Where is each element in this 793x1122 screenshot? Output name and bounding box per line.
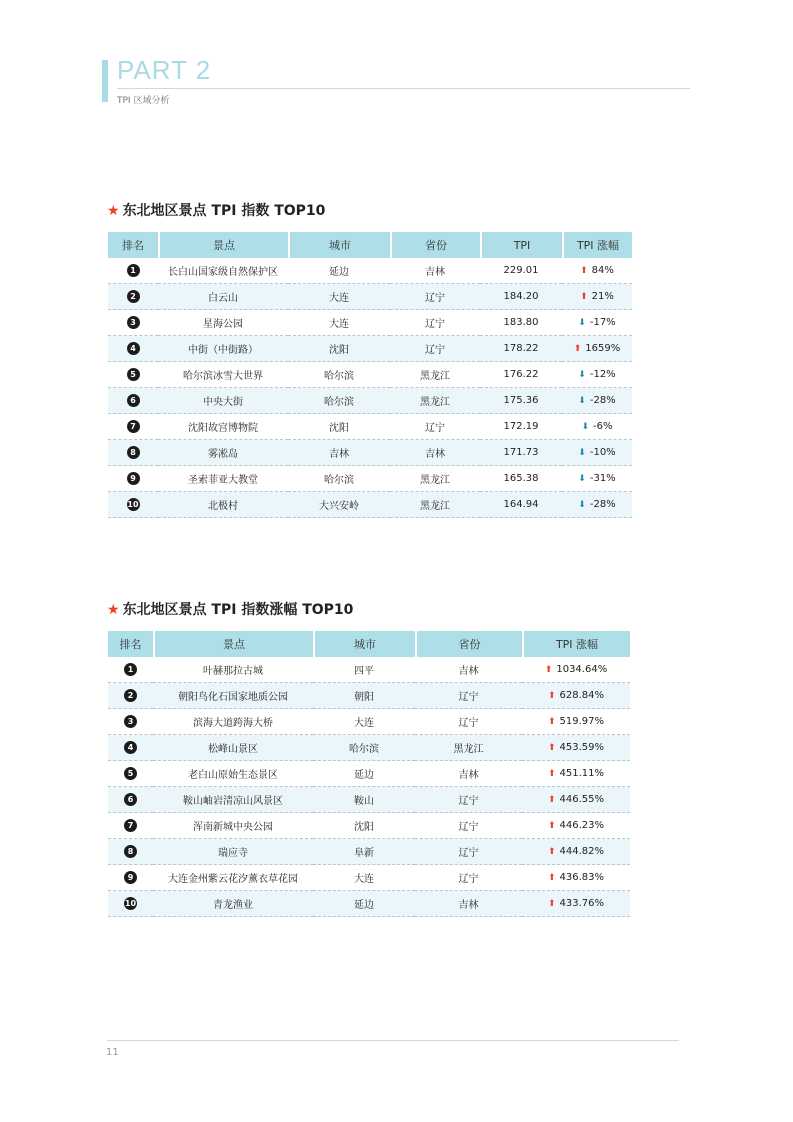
cell-city: 大连 <box>288 284 390 310</box>
arrow-down-icon: ⬇ <box>578 318 586 328</box>
cell-spot: 浑南新城中央公园 <box>153 813 313 839</box>
change-text: 21% <box>591 291 614 302</box>
change-value <box>548 716 604 727</box>
cell-province: 辽宁 <box>390 336 480 362</box>
cell-city: 延边 <box>313 891 415 917</box>
header-accent-bar <box>102 60 108 102</box>
cell-change <box>562 362 632 388</box>
arrow-up-icon: ⬆ <box>547 795 556 805</box>
change-text: 453.59% <box>559 742 605 753</box>
part-title: PART 2 <box>117 55 212 85</box>
arrow-up-icon: ⬆ <box>580 266 588 276</box>
table1-title-text: 东北地区景点 TPI 指数 TOP10 <box>122 203 326 219</box>
table-row <box>108 683 630 709</box>
arrow-up-icon: ⬆ <box>547 743 556 753</box>
cell-tpi: 229.01 <box>480 258 562 284</box>
arrow-down-icon: ⬇ <box>581 422 590 432</box>
cell-tpi: 175.36 <box>480 388 562 414</box>
cell-province: 辽宁 <box>390 310 480 336</box>
change-text: 628.84% <box>559 690 605 701</box>
cell-city: 哈尔滨 <box>288 466 390 492</box>
rank-badge: 2 <box>124 689 137 702</box>
arrow-down-icon: ⬇ <box>578 448 586 458</box>
table-row <box>108 440 632 466</box>
cell-city: 沈阳 <box>288 414 390 440</box>
arrow-up-icon: ⬆ <box>547 769 556 779</box>
cell-change <box>562 284 632 310</box>
cell-change <box>522 709 630 735</box>
rank-badge: 9 <box>127 472 140 485</box>
rank-badge: 4 <box>124 741 137 754</box>
cell-change <box>562 466 632 492</box>
cell-city: 四平 <box>313 657 415 683</box>
change-value <box>548 768 604 779</box>
cell-rank <box>108 336 158 362</box>
cell-rank <box>108 865 153 891</box>
cell-spot: 雾凇岛 <box>158 440 288 466</box>
table-row <box>108 336 632 362</box>
cell-rank <box>108 414 158 440</box>
arrow-up-icon: ⬆ <box>547 873 556 883</box>
cell-rank <box>108 787 153 813</box>
arrow-up-icon: ⬆ <box>547 847 556 857</box>
cell-spot: 老白山原始生态景区 <box>153 761 313 787</box>
tpi-change-top10-table <box>108 631 630 917</box>
table1-title <box>107 200 325 220</box>
table-row <box>108 310 632 336</box>
cell-province: 辽宁 <box>415 709 522 735</box>
arrow-down-icon: ⬇ <box>578 370 586 380</box>
cell-province: 黑龙江 <box>390 388 480 414</box>
change-text: 433.76% <box>559 898 605 909</box>
table-row <box>108 839 630 865</box>
cell-city: 延边 <box>313 761 415 787</box>
cell-province: 黑龙江 <box>415 735 522 761</box>
rank-badge: 5 <box>124 767 137 780</box>
cell-tpi: 184.20 <box>480 284 562 310</box>
change-text: -17% <box>589 317 616 328</box>
arrow-up-icon: ⬆ <box>580 292 588 302</box>
change-text: 1659% <box>585 343 621 354</box>
cell-city: 朝阳 <box>313 683 415 709</box>
col-header-tpi: TPI <box>480 232 562 258</box>
arrow-down-icon: ⬇ <box>578 474 586 484</box>
rank-badge: 2 <box>127 290 140 303</box>
cell-city: 鞍山 <box>313 787 415 813</box>
cell-rank <box>108 891 153 917</box>
col-header-city: 城市 <box>313 631 415 657</box>
cell-province: 吉林 <box>415 761 522 787</box>
table-row <box>108 761 630 787</box>
cell-tpi: 176.22 <box>480 362 562 388</box>
change-text: -6% <box>593 421 613 432</box>
cell-change <box>522 683 630 709</box>
cell-rank <box>108 258 158 284</box>
cell-rank <box>108 709 153 735</box>
change-text: 444.82% <box>559 846 605 857</box>
rank-badge: 10 <box>124 899 137 908</box>
table-row <box>108 414 632 440</box>
cell-spot: 青龙渔业 <box>153 891 313 917</box>
cell-spot: 滨海大道跨海大桥 <box>153 709 313 735</box>
cell-spot: 瑞应寺 <box>153 839 313 865</box>
col-header-spot: 景点 <box>158 232 288 258</box>
col-header-spot: 景点 <box>153 631 313 657</box>
rank-badge: 3 <box>127 316 140 329</box>
cell-change <box>562 388 632 414</box>
cell-city: 大连 <box>313 865 415 891</box>
cell-spot: 长白山国家级自然保护区 <box>158 258 288 284</box>
rank-badge: 8 <box>124 845 137 858</box>
cell-city: 哈尔滨 <box>313 735 415 761</box>
col-header-province: 省份 <box>415 631 522 657</box>
cell-spot: 北极村 <box>158 492 288 518</box>
cell-province: 吉林 <box>390 440 480 466</box>
table-row <box>108 284 632 310</box>
change-text: 446.55% <box>559 794 605 805</box>
rank-badge: 8 <box>127 446 140 459</box>
star-icon: ★ <box>107 203 120 219</box>
cell-spot: 沈阳故宫博物院 <box>158 414 288 440</box>
cell-tpi: 183.80 <box>480 310 562 336</box>
change-value <box>548 872 604 883</box>
cell-rank <box>108 310 158 336</box>
arrow-down-icon: ⬇ <box>578 396 586 406</box>
change-text: -28% <box>589 499 616 510</box>
col-header-tpi-change: TPI 涨幅 <box>562 232 632 258</box>
table-row <box>108 735 630 761</box>
table-row <box>108 362 632 388</box>
col-header-rank: 排名 <box>108 631 153 657</box>
cell-province: 吉林 <box>415 891 522 917</box>
change-text: 451.11% <box>559 768 605 779</box>
table-header-row <box>108 232 632 258</box>
cell-change <box>562 440 632 466</box>
rank-badge: 7 <box>124 819 137 832</box>
cell-province: 辽宁 <box>415 683 522 709</box>
cell-spot: 松峰山景区 <box>153 735 313 761</box>
star-icon: ★ <box>107 602 120 618</box>
cell-rank <box>108 735 153 761</box>
table-row <box>108 709 630 735</box>
cell-rank <box>108 440 158 466</box>
cell-spot: 朝阳鸟化石国家地质公园 <box>153 683 313 709</box>
cell-tpi: 171.73 <box>480 440 562 466</box>
cell-spot: 中街（中街路） <box>158 336 288 362</box>
col-header-rank: 排名 <box>108 232 158 258</box>
cell-change <box>522 839 630 865</box>
change-text: -10% <box>589 447 616 458</box>
cell-rank <box>108 466 158 492</box>
cell-city: 大兴安岭 <box>288 492 390 518</box>
change-value <box>545 664 607 675</box>
cell-spot: 叶赫那拉古城 <box>153 657 313 683</box>
cell-rank <box>108 813 153 839</box>
arrow-up-icon: ⬆ <box>547 717 556 727</box>
cell-rank <box>108 492 158 518</box>
arrow-up-icon: ⬆ <box>547 691 556 701</box>
cell-city: 沈阳 <box>313 813 415 839</box>
cell-city: 吉林 <box>288 440 390 466</box>
cell-change <box>562 492 632 518</box>
change-value <box>548 794 604 805</box>
rank-badge: 1 <box>127 264 140 277</box>
change-value <box>578 369 615 380</box>
cell-tpi: 178.22 <box>480 336 562 362</box>
table-row <box>108 657 630 683</box>
cell-change <box>522 735 630 761</box>
rank-badge: 1 <box>124 663 137 676</box>
arrow-up-icon: ⬆ <box>573 344 582 354</box>
cell-spot: 大连金州紫云花汐薰衣草花园 <box>153 865 313 891</box>
table-row <box>108 388 632 414</box>
change-value <box>578 473 615 484</box>
change-text: -28% <box>589 395 616 406</box>
cell-city: 延边 <box>288 258 390 284</box>
footer-divider <box>107 1040 679 1041</box>
cell-city: 大连 <box>288 310 390 336</box>
rank-badge: 9 <box>124 871 137 884</box>
cell-province: 辽宁 <box>415 865 522 891</box>
arrow-up-icon: ⬆ <box>547 899 556 909</box>
rank-badge: 3 <box>124 715 137 728</box>
cell-change <box>522 891 630 917</box>
table2-title-text: 东北地区景点 TPI 指数涨幅 TOP10 <box>122 602 354 618</box>
cell-city: 阜新 <box>313 839 415 865</box>
change-value <box>548 820 604 831</box>
change-value <box>548 690 604 701</box>
cell-spot: 圣索菲亚大教堂 <box>158 466 288 492</box>
cell-change <box>562 310 632 336</box>
table-row <box>108 787 630 813</box>
cell-province: 辽宁 <box>390 284 480 310</box>
table-row <box>108 258 632 284</box>
table-row <box>108 466 632 492</box>
cell-change <box>522 657 630 683</box>
arrow-up-icon: ⬆ <box>547 821 556 831</box>
change-value <box>548 898 604 909</box>
cell-city: 沈阳 <box>288 336 390 362</box>
cell-spot: 白云山 <box>158 284 288 310</box>
change-text: 1034.64% <box>556 664 608 675</box>
header-divider <box>117 88 690 89</box>
cell-tpi: 164.94 <box>480 492 562 518</box>
cell-tpi: 172.19 <box>480 414 562 440</box>
page-number: 11 <box>106 1047 119 1058</box>
change-text: 519.97% <box>559 716 605 727</box>
cell-rank <box>108 683 153 709</box>
change-text: -31% <box>589 473 616 484</box>
arrow-down-icon: ⬇ <box>578 500 586 510</box>
change-text: 446.23% <box>559 820 605 831</box>
cell-province: 辽宁 <box>390 414 480 440</box>
change-text: 84% <box>591 265 614 276</box>
change-value <box>580 265 614 276</box>
change-value <box>578 447 615 458</box>
cell-rank <box>108 657 153 683</box>
change-text: -12% <box>589 369 616 380</box>
col-header-city: 城市 <box>288 232 390 258</box>
col-header-province: 省份 <box>390 232 480 258</box>
rank-badge: 5 <box>127 368 140 381</box>
cell-city: 哈尔滨 <box>288 388 390 414</box>
rank-badge: 10 <box>127 500 139 509</box>
change-value <box>580 291 614 302</box>
change-value <box>548 742 604 753</box>
cell-province: 吉林 <box>390 258 480 284</box>
change-value <box>578 317 615 328</box>
rank-badge: 7 <box>127 420 140 433</box>
rank-badge: 6 <box>124 793 137 806</box>
change-text: 436.83% <box>559 872 605 883</box>
change-value <box>574 343 621 354</box>
cell-rank <box>108 839 153 865</box>
rank-badge: 6 <box>127 394 140 407</box>
cell-rank <box>108 388 158 414</box>
cell-spot: 星海公园 <box>158 310 288 336</box>
table-row <box>108 865 630 891</box>
cell-spot: 哈尔滨冰雪大世界 <box>158 362 288 388</box>
cell-province: 吉林 <box>415 657 522 683</box>
arrow-up-icon: ⬆ <box>544 665 553 675</box>
table-row <box>108 891 630 917</box>
cell-tpi: 165.38 <box>480 466 562 492</box>
cell-province: 辽宁 <box>415 813 522 839</box>
table-header-row <box>108 631 630 657</box>
cell-change <box>522 813 630 839</box>
cell-province: 辽宁 <box>415 787 522 813</box>
cell-change <box>562 414 632 440</box>
cell-province: 黑龙江 <box>390 362 480 388</box>
change-value <box>578 395 615 406</box>
cell-province: 辽宁 <box>415 839 522 865</box>
cell-province: 黑龙江 <box>390 466 480 492</box>
cell-province: 黑龙江 <box>390 492 480 518</box>
section-subtitle: TPI 区域分析 <box>117 96 170 106</box>
change-value <box>581 421 612 432</box>
cell-change <box>562 258 632 284</box>
cell-rank <box>108 284 158 310</box>
table-row <box>108 813 630 839</box>
change-value <box>578 499 615 510</box>
cell-change <box>522 761 630 787</box>
table-row <box>108 492 632 518</box>
cell-change <box>562 336 632 362</box>
tpi-top10-table <box>108 232 632 518</box>
cell-city: 哈尔滨 <box>288 362 390 388</box>
cell-rank <box>108 761 153 787</box>
col-header-tpi-change: TPI 涨幅 <box>522 631 630 657</box>
table2-title <box>107 599 353 619</box>
change-value <box>548 846 604 857</box>
cell-change <box>522 865 630 891</box>
cell-change <box>522 787 630 813</box>
cell-spot: 鞍山岫岩清凉山风景区 <box>153 787 313 813</box>
rank-badge: 4 <box>127 342 140 355</box>
cell-city: 大连 <box>313 709 415 735</box>
cell-spot: 中央大街 <box>158 388 288 414</box>
cell-rank <box>108 362 158 388</box>
